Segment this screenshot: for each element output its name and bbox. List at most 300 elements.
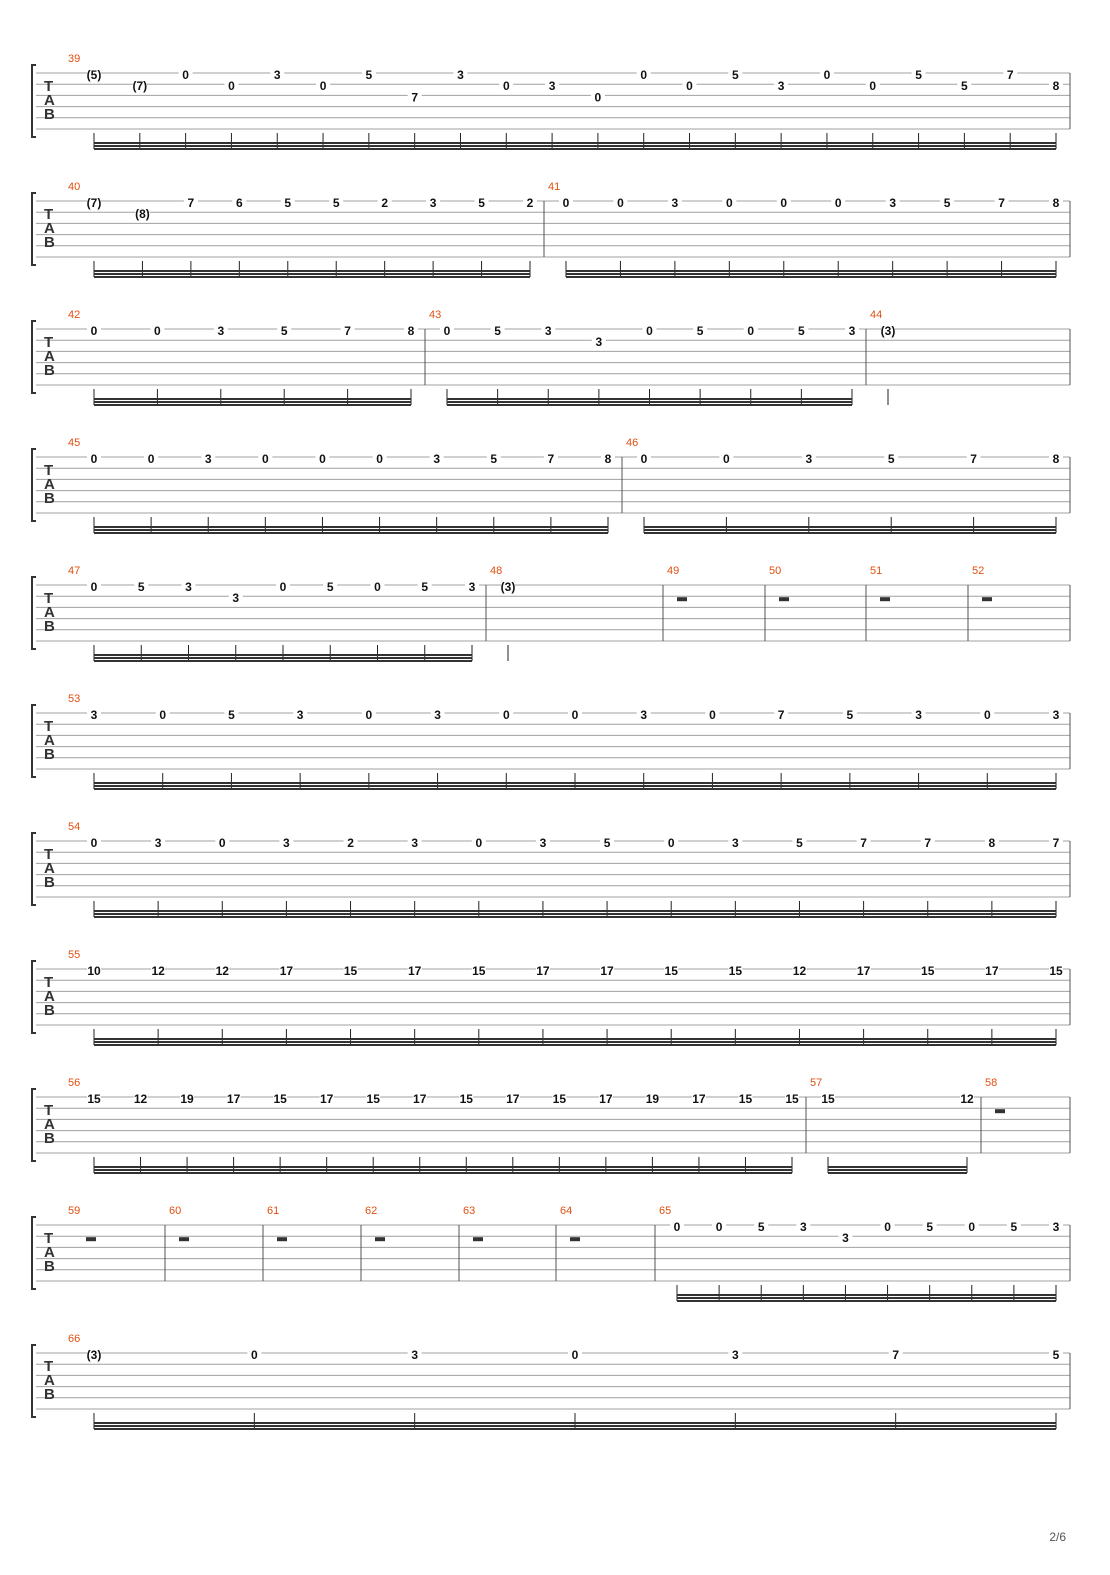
fret-number: 5 xyxy=(137,580,145,594)
note-beam xyxy=(94,1038,1056,1040)
tab-clef-letter: T xyxy=(44,1358,54,1375)
fret-number: 17 xyxy=(985,964,999,978)
fret-number: 0 xyxy=(780,196,788,210)
fret-number: 17 xyxy=(407,964,422,978)
fret-number: 19 xyxy=(180,1092,194,1106)
tab-clef-letter: T xyxy=(44,846,54,863)
fret-number: 19 xyxy=(645,1092,660,1106)
measure-number: 50 xyxy=(769,565,782,577)
fret-number: 2 xyxy=(381,196,389,210)
fret-number: 0 xyxy=(823,68,831,82)
fret-number: 7 xyxy=(411,90,419,105)
measure-number: 40 xyxy=(68,181,81,193)
fret-number: 3 xyxy=(595,335,603,350)
tab-clef-letter: A xyxy=(44,220,55,237)
fret-number: 0 xyxy=(502,708,510,722)
note-beam xyxy=(94,657,472,659)
tab-clef-letter: T xyxy=(44,334,54,351)
tab-clef-letter: A xyxy=(44,860,55,877)
tab-system xyxy=(32,1205,1070,1302)
fret-number: 5 xyxy=(796,836,803,850)
fret-number: 5 xyxy=(961,79,968,94)
fret-number: 7 xyxy=(924,836,932,850)
tab-clef-letter: A xyxy=(44,988,55,1005)
fret-number: 0 xyxy=(834,196,842,210)
fret-number: (7) xyxy=(132,79,148,94)
measure-number: 55 xyxy=(68,949,81,961)
fret-number: 5 xyxy=(757,1220,765,1234)
fret-number: 0 xyxy=(443,324,451,338)
fret-number: (3) xyxy=(880,324,896,338)
tab-clef-letter: A xyxy=(44,1244,55,1261)
fret-number: 0 xyxy=(475,836,483,850)
fret-number: 3 xyxy=(204,452,212,466)
fret-number: 5 xyxy=(490,452,498,466)
fret-number: 17 xyxy=(226,1092,241,1106)
fret-number: 15 xyxy=(1049,964,1063,978)
note-beam xyxy=(94,398,411,400)
fret-number: 5 xyxy=(421,580,429,594)
note-beam xyxy=(447,401,852,403)
fret-number: 8 xyxy=(604,452,612,466)
note-beam xyxy=(94,1172,792,1174)
fret-number: 12 xyxy=(133,1092,148,1106)
fret-number: 0 xyxy=(715,1220,723,1234)
fret-number: 5 xyxy=(365,68,373,82)
fret-number: 5 xyxy=(798,324,805,338)
tab-clef-letter: B xyxy=(44,618,55,635)
note-beam xyxy=(677,1297,1056,1299)
tab-clef-letter: T xyxy=(44,206,54,223)
fret-number: 0 xyxy=(968,1220,976,1234)
fret-number: 5 xyxy=(326,580,334,594)
fret-number: 0 xyxy=(884,1220,891,1234)
note-beam xyxy=(677,1294,1056,1296)
fret-number: 15 xyxy=(738,1092,753,1106)
fret-number: 8 xyxy=(1052,196,1060,210)
measure-number: 62 xyxy=(365,1205,378,1217)
fret-number: 0 xyxy=(90,324,98,338)
fret-number: 8 xyxy=(407,324,415,338)
fret-number: 6 xyxy=(235,196,243,210)
rest-symbol xyxy=(880,597,890,601)
fret-number: 0 xyxy=(228,79,235,94)
fret-number: 3 xyxy=(842,1231,849,1246)
system-bracket xyxy=(32,321,36,393)
note-beam xyxy=(94,276,530,278)
fret-number: 17 xyxy=(279,964,294,978)
fret-number: 0 xyxy=(667,836,675,850)
fret-number: 7 xyxy=(187,196,195,210)
tab-clef-letter: T xyxy=(44,462,54,479)
note-beam xyxy=(447,398,852,400)
note-beam xyxy=(94,1041,1056,1043)
fret-number: 17 xyxy=(413,1092,427,1106)
fret-number: 0 xyxy=(261,452,269,466)
fret-number: 5 xyxy=(332,196,340,210)
fret-number: 0 xyxy=(147,452,155,466)
system-bracket xyxy=(32,961,36,1033)
measure-number: 63 xyxy=(463,1205,476,1217)
tab-system xyxy=(32,1077,1070,1174)
fret-number: 0 xyxy=(376,452,383,466)
tab-clef-letter: T xyxy=(44,718,54,735)
fret-number: 17 xyxy=(319,1092,334,1106)
note-beam xyxy=(644,529,1056,531)
rest-symbol xyxy=(375,1237,385,1241)
fret-number: 3 xyxy=(429,196,437,210)
fret-number: 0 xyxy=(571,1348,579,1362)
note-beam xyxy=(94,532,608,534)
tab-clef-letter: A xyxy=(44,1372,55,1389)
note-beam xyxy=(828,1172,967,1174)
fret-number: 15 xyxy=(785,1092,799,1106)
tab-clef-letter: B xyxy=(44,874,55,891)
fret-number: 15 xyxy=(459,1092,473,1106)
fret-number: 15 xyxy=(273,1092,287,1106)
note-beam xyxy=(828,1166,967,1168)
tab-clef-letter: T xyxy=(44,1230,54,1247)
fret-number: 8 xyxy=(1052,79,1060,94)
fret-number: 0 xyxy=(365,708,373,722)
note-beam xyxy=(677,1300,1056,1302)
fret-number: 5 xyxy=(1052,1348,1060,1362)
fret-number: 5 xyxy=(494,324,501,338)
note-beam xyxy=(94,526,608,528)
measure-number: 60 xyxy=(169,1205,182,1217)
tab-system xyxy=(32,1333,1070,1430)
fret-number: 3 xyxy=(232,591,240,606)
fret-number: 17 xyxy=(536,964,550,978)
tab-clef-letter: T xyxy=(44,590,54,607)
tab-clef-letter: T xyxy=(44,974,54,991)
fret-number: 7 xyxy=(777,708,785,722)
fret-number: (3) xyxy=(500,580,516,594)
measure-number: 65 xyxy=(659,1205,672,1217)
rest-symbol xyxy=(995,1109,1005,1113)
measure-number: 46 xyxy=(626,437,639,449)
fret-number: 0 xyxy=(182,68,189,82)
fret-number: 0 xyxy=(640,68,648,82)
fret-number: 7 xyxy=(1006,68,1014,82)
fret-number: 15 xyxy=(728,964,743,978)
fret-number: 15 xyxy=(472,964,486,978)
tab-clef-letter: A xyxy=(44,604,55,621)
tab-clef-letter: B xyxy=(44,1258,55,1275)
measure-number: 53 xyxy=(68,693,81,705)
fret-number: 7 xyxy=(1052,836,1060,850)
fret-number: 3 xyxy=(90,708,98,722)
fret-number: 8 xyxy=(988,836,996,850)
fret-number: 3 xyxy=(283,836,290,850)
fret-number: 0 xyxy=(646,324,653,338)
measure-number: 66 xyxy=(68,1333,81,1345)
note-beam xyxy=(94,660,472,662)
fret-number: 15 xyxy=(87,1092,101,1106)
fret-number: 0 xyxy=(594,90,602,105)
fret-number: 15 xyxy=(366,1092,380,1106)
tab-clef-letter: B xyxy=(44,1002,55,1019)
fret-number: 0 xyxy=(250,1348,258,1362)
rest-symbol xyxy=(179,1237,189,1241)
fret-number: 15 xyxy=(343,964,358,978)
fret-number: 5 xyxy=(943,196,951,210)
system-bracket xyxy=(32,1217,36,1289)
system-bracket xyxy=(32,449,36,521)
measure-number: 43 xyxy=(429,309,442,321)
note-beam xyxy=(94,1166,792,1168)
fret-number: (5) xyxy=(86,68,102,82)
system-bracket xyxy=(32,577,36,649)
fret-number: 0 xyxy=(747,324,755,338)
system-bracket xyxy=(32,833,36,905)
fret-number: 15 xyxy=(921,964,935,978)
fret-number: 3 xyxy=(296,708,304,722)
fret-number: 5 xyxy=(887,452,895,466)
note-beam xyxy=(94,913,1056,915)
fret-number: 5 xyxy=(696,324,704,338)
measure-number: 44 xyxy=(870,309,883,321)
fret-number: 7 xyxy=(970,452,977,466)
fret-number: 5 xyxy=(603,836,611,850)
tab-clef-letter: A xyxy=(44,476,55,493)
fret-number: 7 xyxy=(344,324,351,338)
note-beam xyxy=(644,526,1056,528)
note-beam xyxy=(94,1169,792,1171)
rest-symbol xyxy=(570,1237,580,1241)
fret-number: 0 xyxy=(159,708,167,722)
measure-number: 64 xyxy=(560,1205,573,1217)
fret-number: 17 xyxy=(599,1092,613,1106)
fret-number: 0 xyxy=(617,196,624,210)
fret-number: 5 xyxy=(731,68,739,82)
fret-number: 5 xyxy=(228,708,235,722)
measure-number: 42 xyxy=(68,309,81,321)
measure-number: 57 xyxy=(810,1077,823,1089)
tab-clef-letter: B xyxy=(44,746,55,763)
fret-number: 17 xyxy=(506,1092,520,1106)
fret-number: 17 xyxy=(856,964,871,978)
fret-number: 8 xyxy=(1052,452,1060,466)
note-beam xyxy=(566,276,1056,278)
fret-number: 3 xyxy=(1052,1220,1060,1234)
fret-number: 3 xyxy=(640,708,648,722)
note-beam xyxy=(566,270,1056,272)
fret-number: 0 xyxy=(374,580,381,594)
note-beam xyxy=(94,654,472,656)
fret-number: 2 xyxy=(526,196,534,210)
fret-number: 12 xyxy=(215,964,229,978)
fret-number: 0 xyxy=(686,79,693,94)
fret-number: 0 xyxy=(90,580,98,594)
fret-number: 3 xyxy=(468,580,476,594)
rest-symbol xyxy=(86,1237,96,1241)
fret-number: 3 xyxy=(539,836,547,850)
measure-number: 54 xyxy=(68,821,81,833)
measure-number: 41 xyxy=(548,181,561,193)
system-bracket xyxy=(32,65,36,137)
tab-clef-letter: A xyxy=(44,1116,55,1133)
tab-system xyxy=(32,309,1070,406)
fret-number: 0 xyxy=(869,79,877,94)
fret-number: 0 xyxy=(562,196,570,210)
fret-number: (3) xyxy=(86,1348,102,1362)
tab-system xyxy=(32,565,1070,662)
fret-number: 0 xyxy=(90,452,98,466)
measure-number: 47 xyxy=(68,565,81,577)
note-beam xyxy=(94,916,1056,918)
tab-clef-letter: B xyxy=(44,1130,55,1147)
tab-clef-letter: T xyxy=(44,1102,54,1119)
fret-number: 5 xyxy=(478,196,485,210)
measure-number: 48 xyxy=(490,565,503,577)
rest-symbol xyxy=(277,1237,287,1241)
note-beam xyxy=(94,401,411,403)
fret-number: 3 xyxy=(411,1348,419,1362)
measure-number: 59 xyxy=(68,1205,81,1217)
fret-number: 5 xyxy=(284,196,292,210)
tab-system xyxy=(32,949,1070,1046)
fret-number: 17 xyxy=(692,1092,706,1106)
system-bracket xyxy=(32,705,36,777)
note-beam xyxy=(94,273,530,275)
fret-number: 0 xyxy=(154,324,161,338)
tab-clef-letter: B xyxy=(44,490,55,507)
fret-number: 3 xyxy=(434,708,441,722)
fret-number: 15 xyxy=(821,1092,835,1106)
measure-number: 52 xyxy=(972,565,985,577)
fret-number: 5 xyxy=(915,68,922,82)
fret-number: (8) xyxy=(135,207,150,222)
note-beam xyxy=(828,1169,967,1171)
note-beam xyxy=(94,145,1056,147)
note-beam xyxy=(644,532,1056,534)
tab-clef-letter: A xyxy=(44,348,55,365)
note-beam xyxy=(94,1428,1056,1430)
note-beam xyxy=(94,785,1056,787)
measure-number: 56 xyxy=(68,1077,81,1089)
fret-number: 3 xyxy=(548,79,556,94)
fret-number: 0 xyxy=(218,836,226,850)
fret-number: 12 xyxy=(151,964,165,978)
fret-number: 0 xyxy=(90,836,98,850)
page-number: 2/6 xyxy=(1049,1530,1066,1544)
fret-number: 17 xyxy=(600,964,614,978)
tab-clef-letter: B xyxy=(44,234,55,251)
note-beam xyxy=(94,1425,1056,1427)
fret-number: 3 xyxy=(457,68,464,82)
fret-number: 3 xyxy=(848,324,856,338)
system-bracket xyxy=(32,1089,36,1161)
tab-clef-letter: B xyxy=(44,1386,55,1403)
fret-number: 3 xyxy=(731,1348,739,1362)
fret-number: 5 xyxy=(926,1220,934,1234)
fret-number: 3 xyxy=(1052,708,1060,722)
rest-symbol xyxy=(779,597,789,601)
fret-number: 3 xyxy=(777,79,785,94)
measure-number: 49 xyxy=(667,565,680,577)
fret-number: 10 xyxy=(87,964,101,978)
note-beam xyxy=(94,148,1056,150)
note-beam xyxy=(447,404,852,406)
fret-number: 5 xyxy=(846,708,854,722)
measure-number: 39 xyxy=(68,53,81,65)
measure-number: 58 xyxy=(985,1077,998,1089)
fret-number: 0 xyxy=(983,708,991,722)
rest-symbol xyxy=(473,1237,483,1241)
tab-system xyxy=(32,53,1070,150)
tab-system xyxy=(32,181,1070,278)
fret-number: 0 xyxy=(725,196,733,210)
fret-number: 15 xyxy=(664,964,678,978)
fret-number: 5 xyxy=(280,324,288,338)
note-beam xyxy=(94,910,1056,912)
fret-number: 0 xyxy=(673,1220,681,1234)
tab-clef-letter: A xyxy=(44,92,55,109)
tab-system xyxy=(32,693,1070,790)
fret-number: 3 xyxy=(273,68,281,82)
fret-number: 7 xyxy=(998,196,1005,210)
fret-number: 3 xyxy=(433,452,441,466)
system-bracket xyxy=(32,1345,36,1417)
fret-number: 0 xyxy=(640,452,648,466)
fret-number: 3 xyxy=(799,1220,807,1234)
note-beam xyxy=(94,142,1056,144)
fret-number: 3 xyxy=(671,196,679,210)
fret-number: 15 xyxy=(552,1092,567,1106)
fret-number: 5 xyxy=(1010,1220,1018,1234)
fret-number: 3 xyxy=(915,708,922,722)
rest-symbol xyxy=(982,597,992,601)
fret-number: 0 xyxy=(319,79,327,94)
rest-symbol xyxy=(677,597,687,601)
fret-number: 0 xyxy=(319,452,326,466)
tab-clef-letter: B xyxy=(44,362,55,379)
fret-number: 3 xyxy=(731,836,739,850)
fret-number: 0 xyxy=(502,79,510,94)
fret-number: 3 xyxy=(544,324,552,338)
fret-number: 7 xyxy=(892,1348,900,1362)
fret-number: 3 xyxy=(154,836,162,850)
fret-number: 3 xyxy=(411,836,419,850)
tab-system xyxy=(32,821,1070,918)
fret-number: 0 xyxy=(723,452,730,466)
note-beam xyxy=(94,270,530,272)
fret-number: 12 xyxy=(792,964,807,978)
note-beam xyxy=(94,1422,1056,1424)
fret-number: (7) xyxy=(86,196,102,210)
measure-number: 51 xyxy=(870,565,883,577)
measure-number: 45 xyxy=(68,437,81,449)
note-beam xyxy=(94,529,608,531)
fret-number: 3 xyxy=(805,452,813,466)
note-beam xyxy=(94,788,1056,790)
tab-system xyxy=(32,437,1070,534)
fret-number: 7 xyxy=(860,836,867,850)
note-beam xyxy=(94,1044,1056,1046)
tab-clef-letter: T xyxy=(44,78,54,95)
fret-number: 0 xyxy=(571,708,579,722)
fret-number: 0 xyxy=(279,580,287,594)
fret-number: 3 xyxy=(185,580,192,594)
fret-number: 0 xyxy=(709,708,716,722)
tab-clef-letter: A xyxy=(44,732,55,749)
measure-number: 61 xyxy=(267,1205,280,1217)
fret-number: 7 xyxy=(547,452,555,466)
note-beam xyxy=(94,782,1056,784)
tab-clef-letter: B xyxy=(44,106,55,123)
fret-number: 3 xyxy=(217,324,225,338)
